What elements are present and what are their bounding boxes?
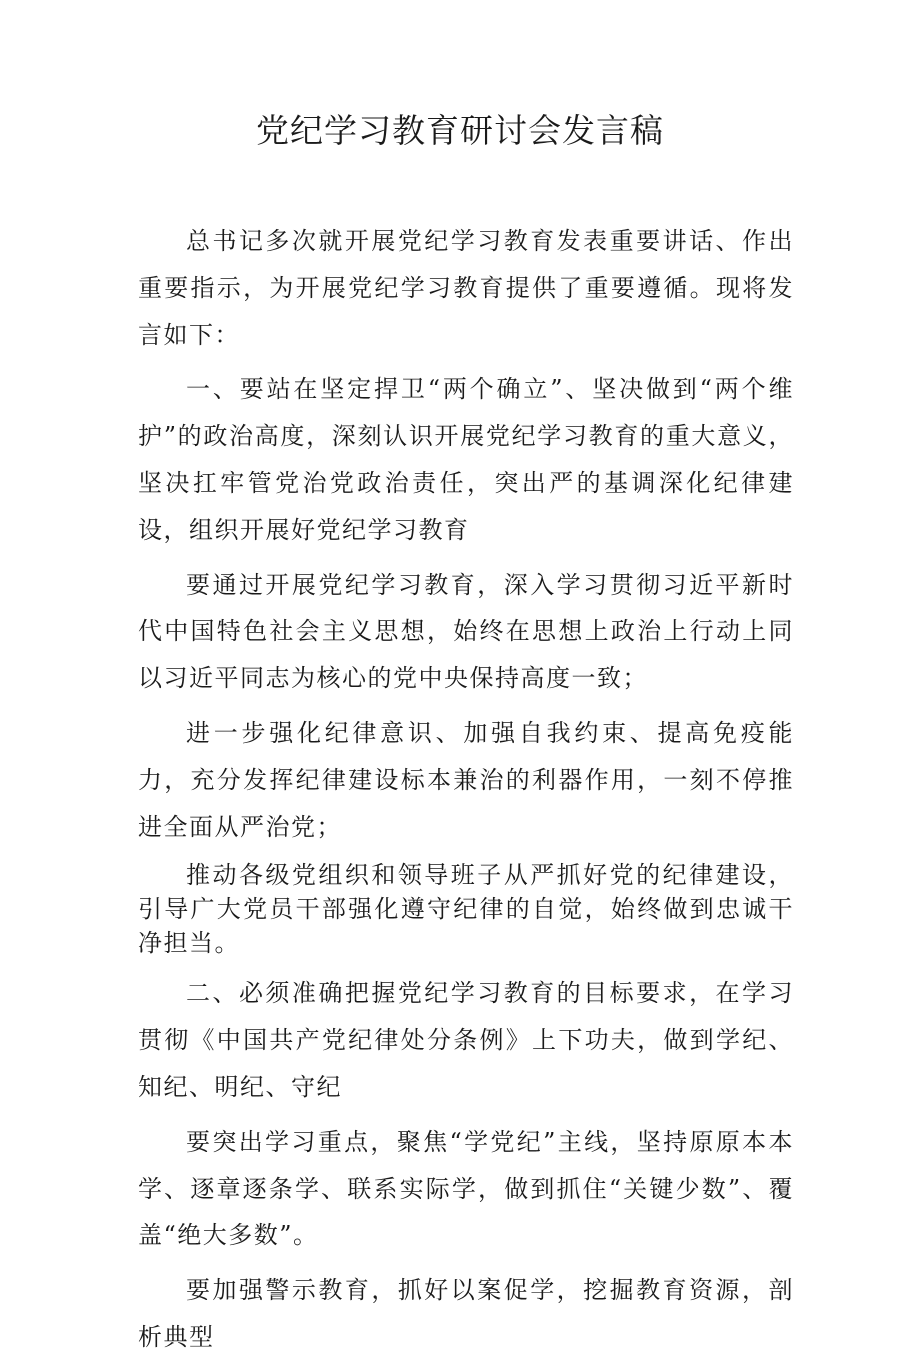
paragraph-study-thought: 要通过开展党纪学习教育，深入学习贯彻习近平新时代中国特色社会主义思想，始终在思想上政治上行动上同以习近平同志为核心的党中央保持高度一致；	[138, 570, 794, 693]
paragraph-intro: 总书记多次就开展党纪学习教育发表重要讲话、作出重要指示，为开展党纪学习教育提供了重要遵循。现将发言如下：	[138, 227, 794, 349]
paragraph-party-organizations: 推动各级党组织和领导班子从严抓好党的纪律建设，引导广大党员干部强化遵守纪律的自觉，始终做到忠诚干净担当。	[138, 861, 794, 958]
paragraph-study-focus: 要突出学习重点，聚焦“学党纪”主线，坚持原原本本学、逐章逐条学、联系实际学，做到抓住“关键少数”、覆盖“绝大多数”。	[138, 1127, 794, 1250]
paragraph-section-two-heading: 二、必须准确把握党纪学习教育的目标要求，在学习贯彻《中国共产党纪律处分条例》上下功夫，做到学纪、知纪、明纪、守纪	[138, 979, 794, 1101]
paragraph-warning-education: 要加强警示教育，抓好以案促学，挖掘教育资源，剖析典型	[138, 1276, 794, 1351]
document-title: 党纪学习教育研讨会发言稿	[256, 111, 664, 150]
paragraph-section-one-heading: 一、要站在坚定捍卫“两个确立”、坚决做到“两个维护”的政治高度，深刻认识开展党纪学习教育的重大意义，坚决扛牢管党治党政治责任，突出严的基调深化纪律建设，组织开展好党纪学习教育	[138, 375, 794, 544]
document-body	[138, 218, 794, 1369]
paragraph-discipline-awareness: 进一步强化纪律意识、加强自我约束、提高免疫能力，充分发挥纪律建设标本兼治的利器作用，一刻不停推进全面从严治党；	[138, 718, 794, 841]
